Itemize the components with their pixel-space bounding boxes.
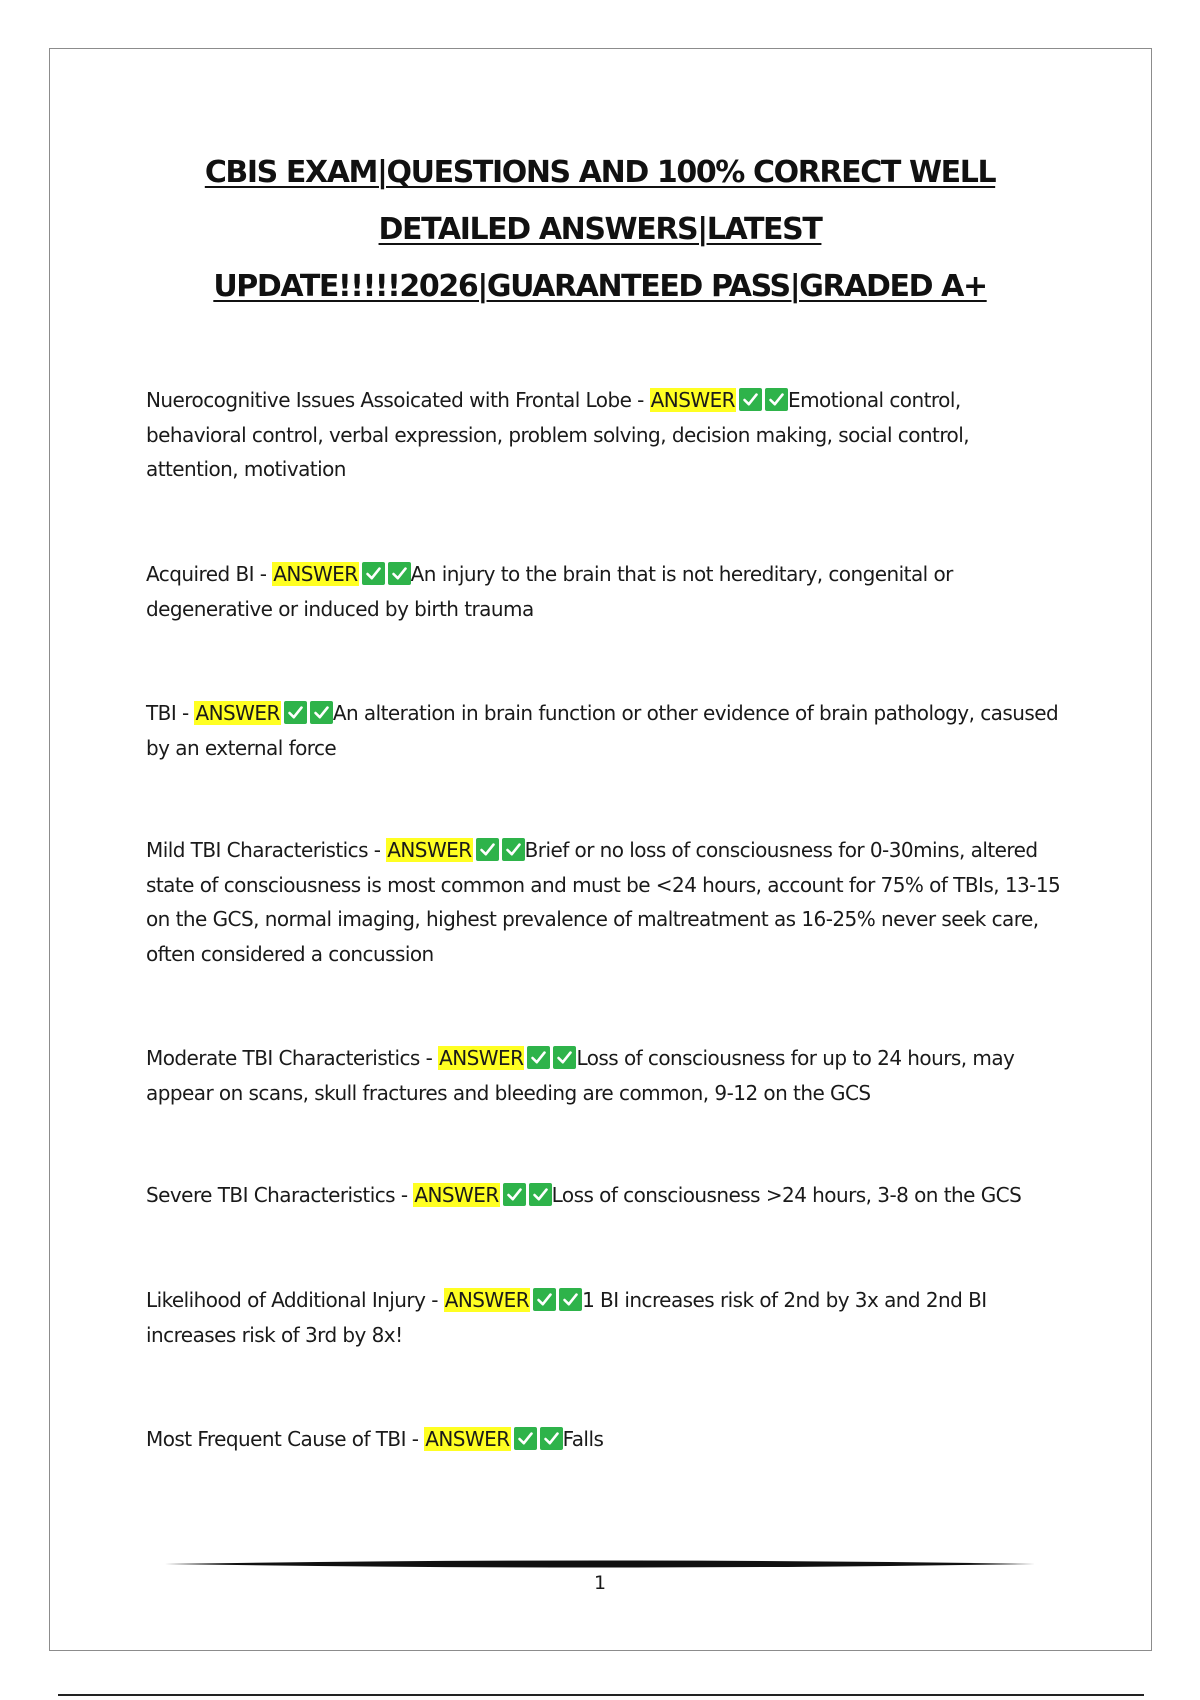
- question-text: Nuerocognitive Issues Assoicated with Frontal Lobe: [146, 388, 632, 412]
- separator: -: [425, 1288, 444, 1312]
- separator: -: [176, 701, 195, 725]
- green-checkmark-icon: [533, 1288, 556, 1311]
- green-checkmark-icon: [553, 1046, 576, 1069]
- green-checkmark-icon: [476, 838, 499, 861]
- answer-label: ANSWER: [387, 838, 472, 862]
- document-title: [120, 144, 1080, 315]
- title-line: UPDATE!!!!!2026|GUARANTEED PASS|GRADED A+: [213, 269, 987, 304]
- green-checkmark-icon: [503, 1183, 526, 1206]
- answer-label: ANSWER: [444, 1288, 530, 1312]
- qa-item: [146, 383, 1066, 487]
- green-checkmark-icon: [284, 701, 307, 724]
- qa-item: [146, 1041, 1066, 1110]
- answer-text: An alteration in brain function or other evidence of brain pathology, casused by an external force: [146, 701, 1059, 760]
- answer-text: 1 BI increases risk of 2nd by 3x and 2nd BI increases risk of 3rd by 8x!: [146, 1288, 987, 1347]
- separator: -: [253, 562, 273, 586]
- separator: -: [631, 388, 650, 412]
- separator: -: [419, 1046, 439, 1070]
- answer-label: ANSWER: [425, 1427, 510, 1451]
- answer-label: ANSWER: [195, 701, 280, 725]
- green-checkmark-icon: [540, 1427, 563, 1450]
- question-text: Mild TBI Characteristics: [146, 838, 368, 862]
- question-text: Moderate TBI Characteristics: [146, 1046, 420, 1070]
- question-text: Likelihood of Additional Injury: [146, 1288, 426, 1312]
- separator: -: [367, 838, 387, 862]
- answer-text: Emotional control, behavioral control, verbal expression, problem solving, decision making, social control, attention, motivation: [146, 388, 970, 481]
- title-line: CBIS EXAM|QUESTIONS AND 100% CORRECT WELL: [204, 155, 996, 190]
- answer-text: Loss of consciousness for up to 24 hours, may appear on scans, skull fractures and bleeding are common, 9-12 on the GCS: [146, 1046, 1015, 1105]
- green-checkmark-icon: [529, 1183, 552, 1206]
- green-checkmark-icon: [388, 562, 411, 585]
- answer-label: ANSWER: [273, 562, 358, 586]
- green-checkmark-icon: [527, 1046, 550, 1069]
- answer-label: ANSWER: [650, 388, 736, 412]
- answer-text: Loss of consciousness >24 hours, 3-8 on the GCS: [551, 1183, 1022, 1207]
- page-bottom-rule: [58, 1694, 1144, 1696]
- answer-label: ANSWER: [439, 1046, 524, 1070]
- green-checkmark-icon: [739, 388, 762, 411]
- green-checkmark-icon: [514, 1427, 537, 1450]
- separator: -: [405, 1427, 425, 1451]
- title-line: DETAILED ANSWERS|LATEST: [378, 212, 822, 247]
- question-text: TBI: [146, 701, 177, 725]
- answer-text: Brief or no loss of consciousness for 0-30mins, altered state of consciousness is most common and must be <24 hours, account for 75% of TBIs, 13-15 on the GCS, normal imaging, highest prevalence of maltreatment as 16-25% never seek care, often considered a concussion: [146, 838, 1061, 966]
- qa-item: [146, 557, 1066, 626]
- qa-item: [146, 1283, 1066, 1352]
- qa-item: [146, 833, 1066, 971]
- footer-divider: [165, 1558, 1035, 1570]
- answer-text: An injury to the brain that is not hereditary, congenital or degenerative or induced by birth trauma: [146, 562, 953, 621]
- green-checkmark-icon: [502, 838, 525, 861]
- green-checkmark-icon: [362, 562, 385, 585]
- separator: -: [395, 1183, 414, 1207]
- question-text: Most Frequent Cause of TBI: [146, 1427, 406, 1451]
- qa-item: [146, 1422, 1066, 1457]
- question-text: Severe TBI Characteristics: [146, 1183, 396, 1207]
- qa-item: [146, 1178, 1066, 1213]
- page-number: 1: [593, 1572, 607, 1594]
- qa-item: [146, 696, 1066, 765]
- answer-text: Falls: [562, 1427, 604, 1451]
- green-checkmark-icon: [559, 1288, 582, 1311]
- green-checkmark-icon: [310, 701, 333, 724]
- green-checkmark-icon: [765, 388, 788, 411]
- question-text: Acquired BI: [146, 562, 254, 586]
- answer-label: ANSWER: [414, 1183, 499, 1207]
